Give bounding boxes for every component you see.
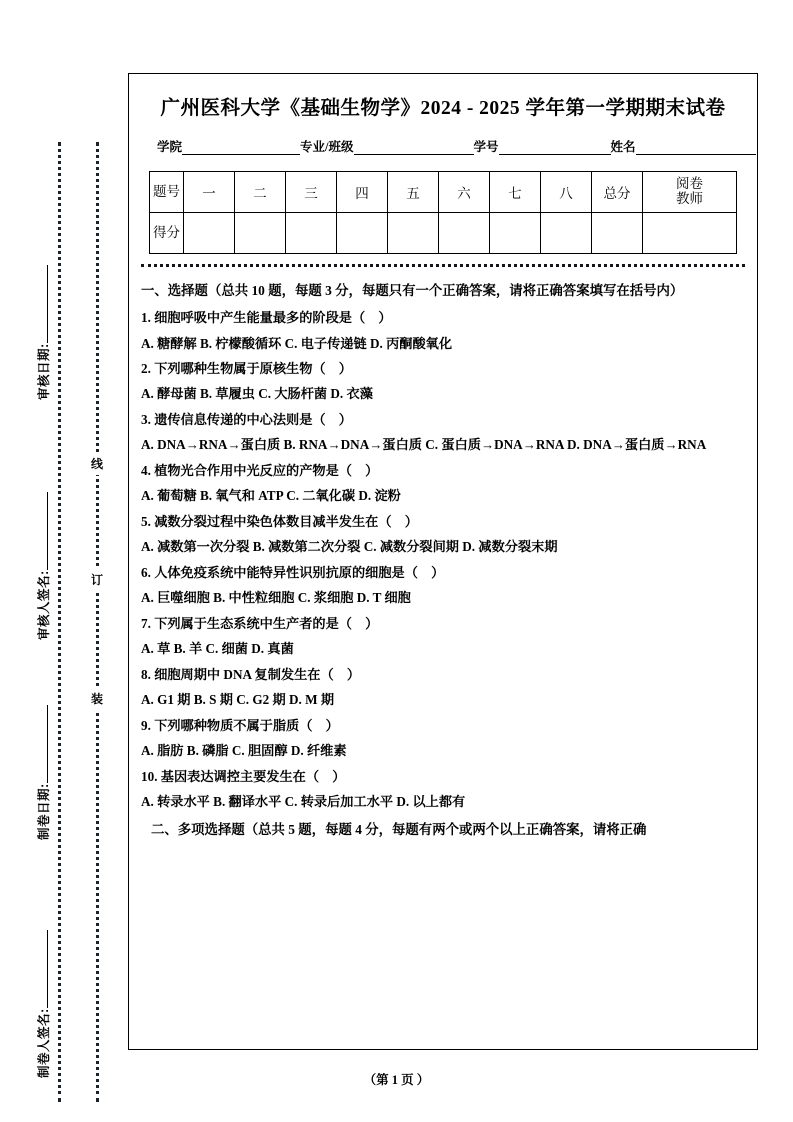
- score-cell-5[interactable]: [388, 213, 439, 254]
- score-table-header-2: 二: [235, 172, 286, 213]
- question-stem: [141, 564, 745, 582]
- question-stem-text: 植物光合作用中光反应的产物是（ ）: [150, 462, 379, 478]
- section-2-heading: 二、多项选择题（总共 5 题，每题 4 分，每题有两个或两个以上正确答案，请将正确: [151, 821, 647, 837]
- score-cell-4[interactable]: [337, 213, 388, 254]
- dotted-separator: [141, 264, 745, 267]
- question-number: 10.: [141, 768, 158, 784]
- score-table-header-grader-line: 阅卷: [676, 176, 703, 192]
- question-number: 4.: [141, 462, 151, 478]
- table-row-scores: [150, 213, 737, 254]
- score-table-row-label-question: [150, 172, 184, 213]
- binding-mark-line: 线: [88, 452, 106, 475]
- margin-paper-signature: [34, 778, 52, 1078]
- margin-review-date-label: 审核日期:: [37, 343, 51, 400]
- margin-paper-date-blank: [36, 705, 48, 783]
- margin-paper-signature-blank: [36, 930, 48, 1008]
- score-table: [149, 171, 737, 254]
- binding-mark-staple: 订: [88, 568, 106, 591]
- question-options[interactable]: A. 葡萄糖 B. 氧气和 ATP C. 二氧化碳 D. 淀粉: [141, 488, 401, 504]
- question-stem: [141, 513, 745, 531]
- question-stem-text: 遗传信息传递的中心法则是（ ）: [150, 411, 352, 427]
- margin-paper-date-label: 制卷日期:: [37, 783, 51, 840]
- page-footer: [0, 1070, 793, 1088]
- question-number: 6.: [141, 564, 151, 580]
- binding-mark-bind: 装: [88, 687, 106, 710]
- field-major-class-label: 专业/班级: [300, 140, 354, 154]
- field-student-id-label: 学号: [473, 140, 499, 154]
- score-cell-8[interactable]: [541, 213, 592, 254]
- field-college[interactable]: [157, 137, 300, 155]
- score-table-header-4: 四: [337, 172, 388, 213]
- exam-body: [141, 281, 745, 839]
- field-college-label: 学院: [157, 140, 183, 154]
- question-list: [141, 309, 745, 812]
- field-major-class-input[interactable]: [354, 141, 474, 155]
- score-table-row-label-score-text: 得分: [153, 224, 180, 240]
- question-options[interactable]: A. 酵母菌 B. 草履虫 C. 大肠杆菌 D. 衣藻: [141, 386, 373, 402]
- question-stem-text: 下列属于生态系统中生产者的是（ ）: [150, 615, 379, 631]
- question-stem: [141, 666, 745, 684]
- score-cell-3[interactable]: [286, 213, 337, 254]
- question-options[interactable]: A. 巨噬细胞 B. 中性粒细胞 C. 浆细胞 D. T 细胞: [141, 590, 411, 606]
- question-stem-text: 人体免疫系统中能特异性识别抗原的细胞是（ ）: [150, 564, 445, 580]
- score-table-header-grader: [643, 172, 737, 213]
- question-options[interactable]: A. G1 期 B. S 期 C. G2 期 D. M 期: [141, 692, 335, 708]
- score-table-header-5: 五: [388, 172, 439, 213]
- binding-dotted-line-outer: [58, 142, 61, 1102]
- student-info-row: [157, 137, 747, 155]
- question-number: 5.: [141, 513, 151, 529]
- question-stem: [141, 717, 745, 735]
- field-student-name[interactable]: [611, 137, 756, 155]
- field-student-id-input[interactable]: [499, 141, 611, 155]
- question-stem: [141, 768, 745, 786]
- field-student-name-label: 姓名: [610, 140, 636, 154]
- margin-paper-signature-label: 制卷人签名:: [37, 1008, 51, 1078]
- question-options[interactable]: A. 减数第一次分裂 B. 减数第二次分裂 C. 减数分裂间期 D. 减数分裂末期: [141, 539, 558, 555]
- question-stem: [141, 462, 745, 480]
- score-table-header-6: 六: [439, 172, 490, 213]
- score-cell-1[interactable]: [184, 213, 235, 254]
- score-table-header-7: 七: [490, 172, 541, 213]
- score-cell-6[interactable]: [439, 213, 490, 254]
- score-cell-grader[interactable]: [643, 213, 737, 254]
- page-number-label: （第 1 页 ）: [363, 1073, 430, 1087]
- field-student-id[interactable]: [474, 137, 611, 155]
- score-cell-7[interactable]: [490, 213, 541, 254]
- score-table-header-8: 八: [541, 172, 592, 213]
- score-table-row-label-question-text: 题号: [153, 183, 180, 199]
- exam-sheet: [128, 73, 758, 1050]
- question-options[interactable]: A. DNA→RNA→蛋白质 B. RNA→DNA→蛋白质 C. 蛋白质→DNA→RNA D. DNA→蛋白质→RNA: [141, 437, 707, 453]
- score-table-row-label-score: [150, 213, 184, 254]
- question-number: 1.: [141, 310, 151, 326]
- question-number: 9.: [141, 717, 151, 733]
- question-number: 7.: [141, 615, 151, 631]
- question-stem-text: 减数分裂过程中染色体数目减半发生在（ ）: [150, 513, 418, 529]
- field-student-name-input[interactable]: [636, 141, 756, 155]
- score-table-header-total: 总分: [592, 172, 643, 213]
- question-options[interactable]: A. 草 B. 羊 C. 细菌 D. 真菌: [141, 641, 294, 657]
- question-options[interactable]: A. 糖酵解 B. 柠檬酸循环 C. 电子传递链 D. 丙酮酸氧化: [141, 335, 453, 351]
- binding-dotted-line-inner: [96, 142, 99, 1102]
- margin-reviewer-signature-label: 审核人签名:: [37, 570, 51, 640]
- section-1-heading: 一、选择题（总共 10 题，每题 3 分，每题只有一个正确答案，请将正确答案填写在括号内）: [141, 283, 684, 298]
- table-row-question-numbers: [150, 172, 737, 213]
- question-options[interactable]: A. 脂肪 B. 磷脂 C. 胆固醇 D. 纤维素: [141, 743, 347, 759]
- question-stem-text: 细胞呼吸中产生能量最多的阶段是（ ）: [150, 310, 392, 326]
- score-cell-2[interactable]: [235, 213, 286, 254]
- question-number: 3.: [141, 411, 151, 427]
- question-options[interactable]: A. 转录水平 B. 翻译水平 C. 转录后加工水平 D. 以上都有: [141, 794, 466, 810]
- question-stem: [141, 411, 745, 429]
- score-table-header-1: 一: [184, 172, 235, 213]
- question-stem: [141, 309, 745, 327]
- question-stem-text: 细胞周期中 DNA 复制发生在（ ）: [150, 666, 361, 682]
- question-number: 2.: [141, 361, 151, 376]
- question-stem: [141, 360, 745, 378]
- question-stem-text: 基因表达调控主要发生在（ ）: [157, 768, 346, 784]
- field-major-class[interactable]: [300, 137, 473, 155]
- margin-review-date-blank: [36, 265, 48, 343]
- score-cell-total[interactable]: [592, 213, 643, 254]
- question-stem: [141, 615, 745, 633]
- question-stem-text: 下列哪种物质不属于脂质（ ）: [150, 717, 339, 733]
- binding-margin: [0, 0, 128, 1122]
- field-college-input[interactable]: [182, 141, 300, 155]
- question-number: 8.: [141, 666, 151, 682]
- question-stem-text: 下列哪种生物属于原核生物（ ）: [150, 361, 352, 376]
- page-title: 广州医科大学《基础生物学》2024 - 2025 学年第一学期期末试卷: [160, 98, 726, 119]
- score-table-header-grader-line: 教师: [676, 191, 703, 206]
- score-table-header-3: 三: [286, 172, 337, 213]
